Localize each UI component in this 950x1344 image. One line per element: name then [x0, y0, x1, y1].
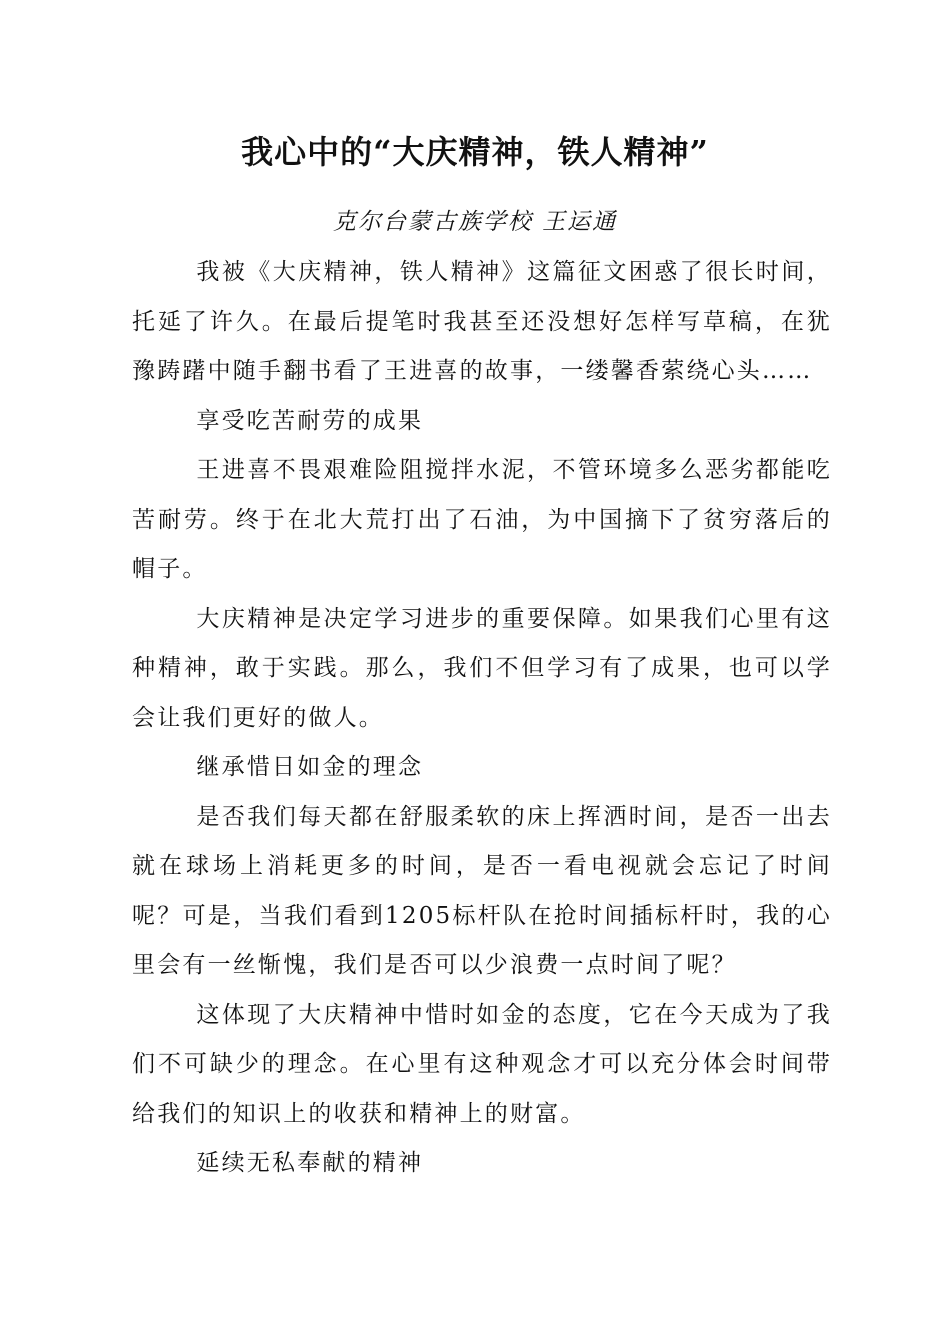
- document-title: 我心中的“大庆精神，铁人精神”: [241, 133, 709, 171]
- paragraph-intro: 我被《大庆精神，铁人精神》这篇征文困惑了很长时间，托延了许久。在最后提笔时我甚至还没想好怎样写草稿，在犹豫踌躇中随手翻书看了王进喜的故事，一缕馨香萦绕心头……: [132, 259, 832, 384]
- paragraph-wang-jinxi: 王进喜不畏艰难险阻搅拌水泥，不管环境多么恶劣都能吃苦耐劳。终于在北大荒打出了石油，为中国摘下了贫穷落后的帽子。: [132, 457, 832, 582]
- paragraph-daqing-spirit: 大庆精神是决定学习进步的重要保障。如果我们心里有这种精神，敢于实践。那么，我们不但学习有了成果，也可以学会让我们更好的做人。: [132, 605, 832, 731]
- paragraph-time-waste: 是否我们每天都在舒服柔软的床上挥洒时间，是否一出去就在球场上消耗更多的时间，是否一看电视就会忘记了时间呢？可是，当我们看到1205标杆队在抢时间插标杆时，我的心里会有一丝惭愧，我们是否可以少浪费一点时间了呢？: [132, 803, 832, 978]
- paragraph-time-value: 这体现了大庆精神中惜时如金的态度，它在今天成为了我们不可缺少的理念。在心里有这种观念才可以充分体会时间带给我们的知识上的收获和精神上的财富。: [132, 1001, 832, 1127]
- document-body: [132, 248, 832, 1189]
- section-heading-hardwork: 享受吃苦耐劳的成果: [196, 407, 424, 434]
- section-heading-dedication: 延续无私奉献的精神: [196, 1150, 424, 1176]
- section-heading-time: 继承惜日如金的理念: [196, 754, 424, 780]
- author-byline: 克尔台蒙古族学校 王运通: [332, 209, 618, 235]
